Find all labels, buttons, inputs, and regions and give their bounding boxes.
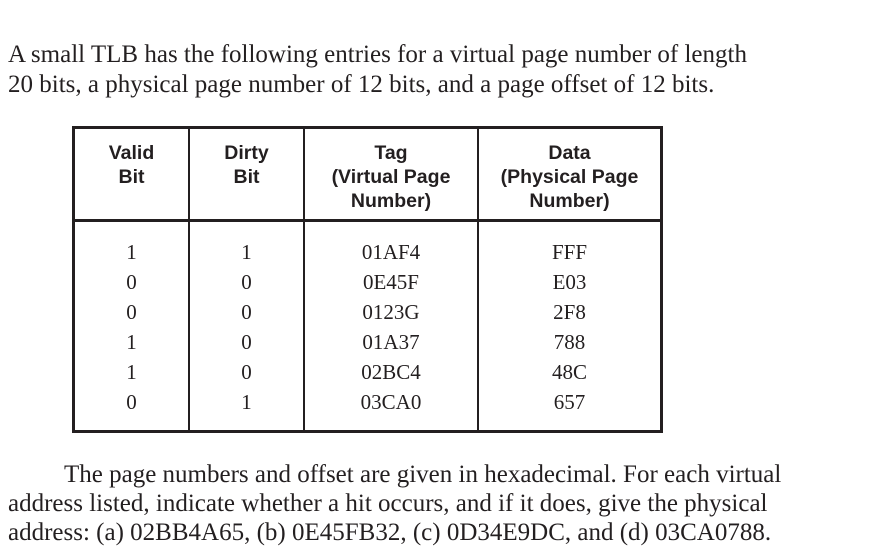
header-text: Valid <box>108 142 155 164</box>
cell-dirty: 1 <box>241 390 252 414</box>
cell-tag: 02BC4 <box>361 360 421 384</box>
header-text: Data <box>548 142 591 164</box>
header-text: (Physical Page <box>500 166 639 188</box>
question-line-2: address listed, indicate whether a hit occurs, and if it does, give the physical <box>8 490 768 517</box>
cell-valid: 1 <box>126 330 137 354</box>
cell-valid: 0 <box>126 300 137 324</box>
cell-dirty: 0 <box>241 330 252 354</box>
header-divider <box>75 219 660 222</box>
cell-valid: 0 <box>126 270 137 294</box>
header-text: Tag <box>374 142 408 164</box>
intro-line-2: 20 bits, a physical page number of 12 bits, and a page offset of 12 bits. <box>8 71 715 98</box>
header-tag <box>305 141 477 213</box>
question-line-1: The page numbers and offset are given in hexadecimal. For each virtual <box>64 461 782 488</box>
cell-tag: 0E45F <box>362 270 419 294</box>
cell-data: 657 <box>553 390 586 414</box>
intro-line-1: A small TLB has the following entries for a virtual page number of length <box>8 41 747 68</box>
problem-question <box>8 460 878 547</box>
cell-data: 788 <box>553 330 586 354</box>
cell-dirty: 0 <box>241 300 252 324</box>
cell-data: 2F8 <box>553 300 586 324</box>
problem-intro <box>8 40 878 100</box>
header-dirty-bit <box>190 141 303 189</box>
header-text: Number) <box>529 190 610 212</box>
cell-tag: 01AF4 <box>361 240 421 264</box>
cell-dirty: 0 <box>241 360 252 384</box>
header-data <box>479 141 660 213</box>
header-valid-bit <box>75 141 188 189</box>
header-text: Dirty <box>224 142 269 164</box>
header-text: Number) <box>350 190 432 212</box>
cell-tag: 0123G <box>362 300 420 324</box>
tlb-table <box>72 126 663 433</box>
question-line-3: address: (a) 02BB4A65, (b) 0E45FB32, (c) 0D34E9DC, and (d) 03CA0788. <box>8 519 772 546</box>
header-text: Bit <box>118 166 145 188</box>
header-text: Bit <box>233 166 260 188</box>
header-text: (Virtual Page <box>331 166 451 188</box>
cell-data: 48C <box>551 360 587 384</box>
cell-tag: 01A37 <box>362 330 420 354</box>
cell-valid: 1 <box>126 240 137 264</box>
cell-tag: 03CA0 <box>360 390 422 414</box>
cell-valid: 1 <box>126 360 137 384</box>
cell-data: E03 <box>552 270 587 294</box>
cell-valid: 0 <box>126 390 137 414</box>
cell-dirty: 0 <box>241 270 252 294</box>
cell-data: FFF <box>551 240 588 264</box>
cell-dirty: 1 <box>241 240 252 264</box>
